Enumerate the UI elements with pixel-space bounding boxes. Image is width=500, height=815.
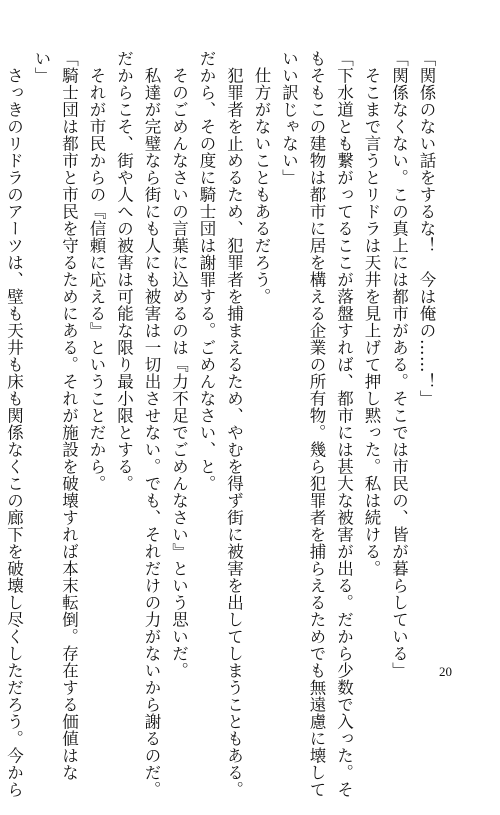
text-line: さっきのリドラのアーツは、壁も天井も床も関係なくこの廊下を破壊し尽くしただろう。今から <box>4 50 24 798</box>
text-line: そのごめんなさいの言葉に込めるのは『力不足でごめんなさい』という思いだ。 <box>169 50 189 679</box>
text-line: それが市民からの『信頼に応える』ということだから。 <box>87 50 106 492</box>
text-line: 犯罪者を止めるため、犯罪者を捕まえるため、やむを得ず街に被害を出してしまうこともある。 <box>224 50 244 798</box>
text-line: そこまで言うとリドラは天井を見上げて押し黙った。私は続ける。 <box>362 50 381 577</box>
text-line: 私達が完璧なら街にも人にも被害は一切出させない。でも、それだけの力がないから謝るのだ。 <box>142 50 161 798</box>
text-line: い」 <box>32 50 51 84</box>
text-line: いい訳じゃない」 <box>279 50 299 186</box>
text-line: もそもこの建物は都市に居を構える企業の所有物。幾ら犯罪者を捕らえるためでも無遠慮に壊して <box>307 50 326 798</box>
text-line: だからこそ、街や人への被害は可能な限り最小限とする。 <box>114 50 134 492</box>
text-line: 「騎士団は都市と市民を守るためにある。それが施設を破壊すれば本末転倒。存在する価値はな <box>59 50 79 781</box>
body-text <box>0 50 440 798</box>
page-number: 20 <box>439 664 452 679</box>
text-line: 仕方がないこともあるだろう。 <box>252 50 271 305</box>
text-line: 「関係のない話をするな！ 今は俺の……！」 <box>417 50 436 407</box>
text-line: だから、その度に騎士団は謝罪する。ごめんなさい、と。 <box>197 50 216 492</box>
text-line: 「関係なくない。この真上には都市がある。そこでは市民の、皆が暮らしている」 <box>389 50 409 679</box>
text-line: 「下水道とも繋がってるここが落盤すれば、都市には甚大な被害が出る。だから少数で入った。そ <box>334 50 354 798</box>
